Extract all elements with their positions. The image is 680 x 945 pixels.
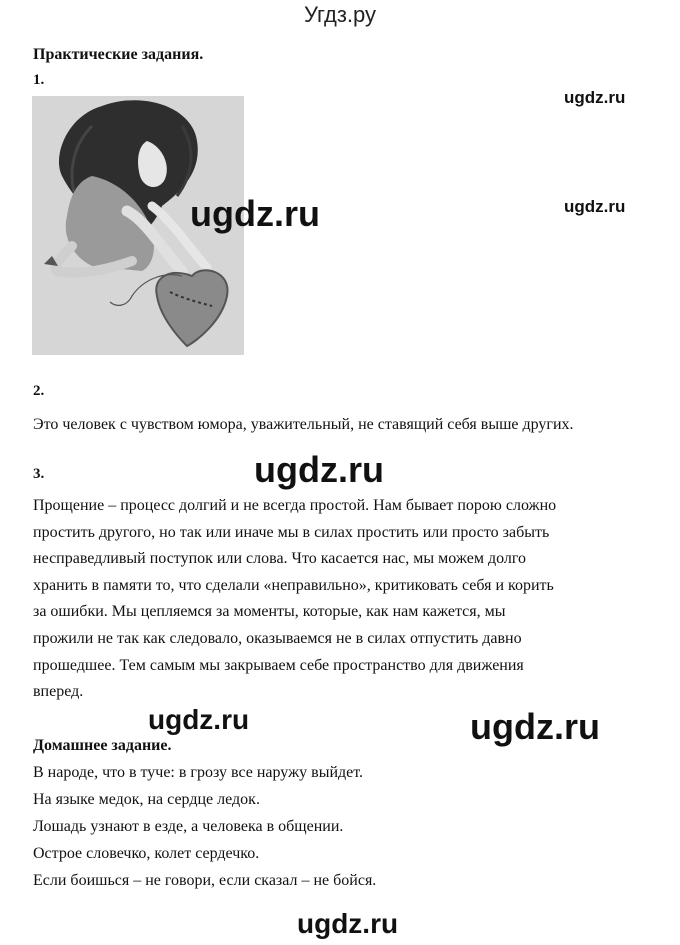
paragraph-line: хранить в памяти то, что сделали «неправильно», критиковать себя и корить: [33, 576, 554, 594]
paragraph-line: прошедшее. Тем самым мы закрываем себе пространство для движения: [33, 656, 524, 674]
paragraph-line: Прощение – процесс долгий и не всегда простой. Нам бывает порою сложно: [33, 497, 557, 514]
paragraph-line: простить другого, но так или иначе мы в силах простить или просто забыть: [33, 523, 550, 541]
paragraph-line: за ошибки. Мы цепляемся за моменты, которые, как нам кажется, мы: [33, 603, 506, 621]
proverb-line: В народе, что в туче: в грозу все наружу выйдет.: [33, 764, 364, 781]
task-2-text: Это человек с чувством юмора, уважительный, не ставящий себя выше других.: [33, 416, 574, 433]
proverb-line: Если боишься – не говори, если сказал – не бойся.: [33, 872, 377, 889]
watermark: ugdz.ru: [564, 197, 626, 216]
watermark: ugdz.ru: [190, 193, 320, 234]
practical-tasks-heading: Практические задания.: [33, 46, 204, 63]
task-2-number: 2.: [33, 383, 45, 399]
site-title: Угдз.ру: [303, 2, 377, 27]
proverb-line: Острое словечко, колет сердечко.: [33, 845, 260, 862]
watermark: ugdz.ru: [297, 908, 399, 939]
task-3-paragraph: [33, 493, 556, 706]
task-1-number: 1.: [33, 72, 45, 88]
task-3-number: 3.: [33, 466, 45, 482]
paragraph-line: вперед.: [33, 683, 84, 701]
watermark: ugdz.ru: [148, 704, 250, 735]
paragraph-line: прожили не так как следовало, оказываемся не в силах отпустить давно: [33, 629, 522, 647]
watermark: ugdz.ru: [470, 706, 600, 747]
watermark: ugdz.ru: [564, 88, 626, 107]
paragraph-line: несправедливый поступок или слова. Что касается нас, мы можем долго: [33, 550, 527, 568]
proverb-line: На языке медок, на сердце ледок.: [33, 791, 260, 808]
homework-heading: Домашнее задание.: [33, 737, 172, 754]
watermark: ugdz.ru: [254, 449, 384, 490]
proverb-line: Лошадь узнают в езде, а человека в общении.: [33, 818, 344, 835]
